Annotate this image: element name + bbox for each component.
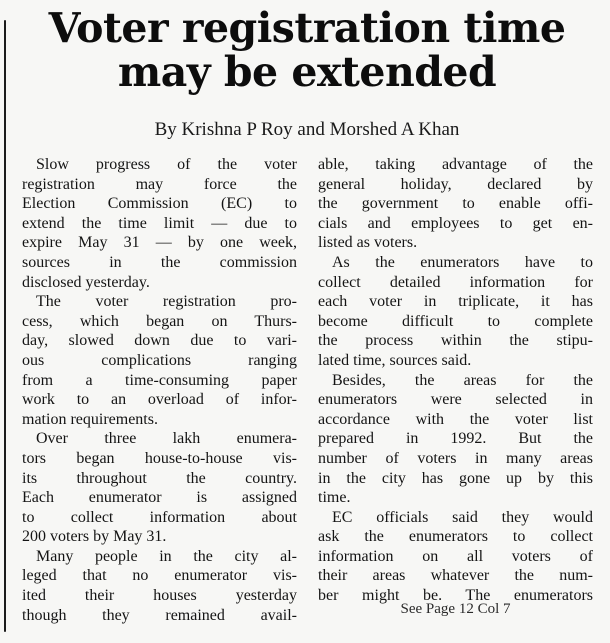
article-text-line: ited their houses yesterday: [22, 587, 297, 605]
article-text-line: cials and employees to get en-: [318, 214, 593, 232]
article-column-right: [318, 155, 593, 606]
article-text-line: cess, which began on Thurs-: [22, 312, 297, 330]
article-text-line: work to an overload of infor-: [22, 391, 297, 409]
article-text-line: the process within the stipu-: [318, 332, 593, 350]
article-text-line: their areas whatever the num-: [318, 567, 593, 585]
article-text-line: information on all voters of: [318, 547, 593, 565]
left-border-rule: [4, 20, 6, 632]
article-text-line: ask the enumerators to collect: [318, 528, 593, 546]
article-text-line: 200 voters by May 31.: [22, 528, 167, 546]
article-text-line: general holiday, declared by: [318, 175, 593, 193]
headline: [14, 6, 600, 94]
article-text-line: ber might be. The enumerators: [318, 587, 593, 605]
headline-line-1: Voter registration time: [48, 4, 566, 52]
article-text-line: though they remained avail-: [22, 606, 297, 624]
article-text-line: As the enumerators have to: [332, 253, 593, 271]
article-text-line: number of voters in many areas: [318, 449, 593, 467]
article-text-line: become difficult to complete: [318, 312, 593, 330]
article-text-line: extend the time limit — due to: [22, 214, 297, 232]
article-text-line: time.: [318, 489, 351, 507]
article-text-line: accordance with the voter list: [318, 410, 593, 428]
article-text-line: enumerators were selected in: [318, 391, 593, 409]
article-text-line: Election Commission (EC) to: [22, 195, 297, 213]
article-text-line: prepared in 1992. But the: [318, 430, 593, 448]
headline-line-2: may be extended: [117, 48, 497, 96]
article-text-line: Slow progress of the voter: [36, 156, 297, 173]
article-text-line: disclosed yesterday.: [22, 273, 150, 291]
article-text-line: each voter in triplicate, it has: [318, 293, 593, 311]
article-text-line: Each enumerator is assigned: [22, 489, 297, 507]
article-text-line: sources in the commission: [22, 253, 297, 271]
article-text-line: Besides, the areas for the: [332, 371, 593, 389]
article-text-line: registration may force the: [22, 175, 297, 193]
article-text-line: leged that no enumerator vis-: [22, 567, 297, 585]
article-text-line: from a time-consuming paper: [22, 371, 297, 389]
continuation-note: See Page 12 Col 7: [400, 601, 511, 617]
article-text-line: Over three lakh enumera-: [36, 430, 297, 448]
article-text-line: day, slowed down due to vari-: [22, 332, 297, 350]
article-text-line: its throughout the country.: [22, 469, 297, 487]
article-text-line: to collect information about: [22, 508, 297, 526]
article-text-line: lated time, sources said.: [318, 351, 472, 369]
article-text-line: able, taking advantage of the: [318, 156, 593, 173]
article-text-line: ous complications ranging: [22, 351, 297, 369]
byline: By Krishna P Roy and Morshed A Khan: [154, 119, 460, 140]
article-text-line: EC officials said they would: [332, 508, 593, 526]
article-text-line: listed as voters.: [318, 234, 418, 252]
article-text-line: in the city has gone up by this: [318, 469, 593, 487]
article-text-line: Many people in the city al-: [36, 547, 297, 565]
article-text-line: mation requirements.: [22, 410, 158, 428]
article-text-line: the government to enable offi-: [318, 195, 593, 213]
article-text-line: collect detailed information for: [318, 273, 593, 291]
article-text-line: The voter registration pro-: [36, 293, 297, 311]
article-text-line: tors began house-to-house vis-: [22, 449, 297, 467]
article-text-line: expire May 31 — by one week,: [22, 234, 297, 252]
article-column-left: [22, 155, 297, 625]
